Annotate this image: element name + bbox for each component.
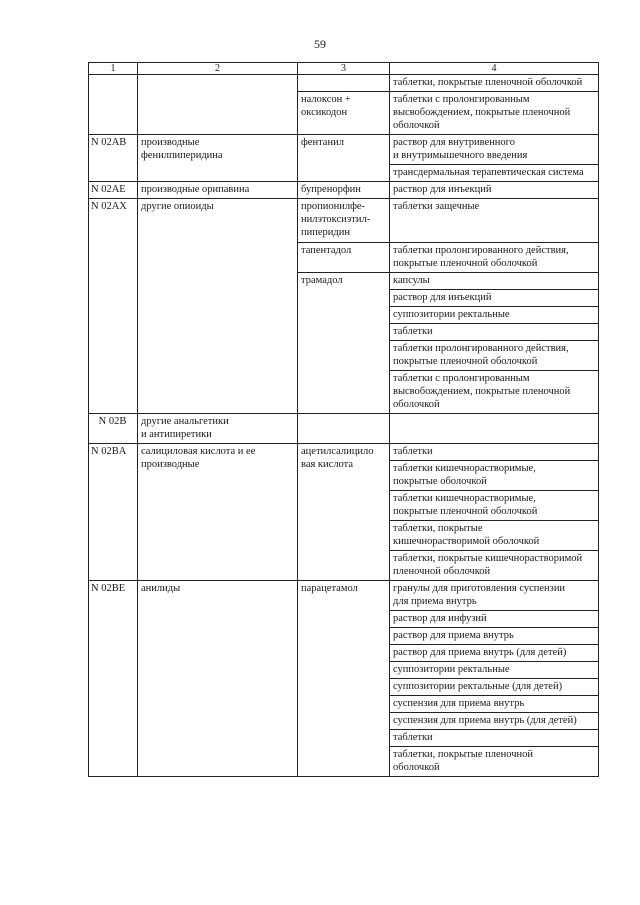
page-number: 59 — [314, 37, 326, 51]
group-cell: другие анальгетики и антипиретики — [138, 414, 298, 444]
header-cell: 4 — [390, 63, 599, 75]
code-cell: N 02B — [89, 414, 138, 444]
form-cell: таблетки — [390, 324, 599, 341]
form-cell: раствор для инфузий — [390, 611, 599, 628]
drug-cell: тапентадол — [298, 243, 390, 273]
drug-cell: бупренорфин — [298, 182, 390, 199]
drug-cell: парацетамол — [298, 581, 390, 777]
form-cell: таблетки с пролонгированным высвобождением, покрытые пленочной оболочкой — [390, 92, 599, 135]
table-row — [89, 182, 599, 199]
header-cell: 2 — [138, 63, 298, 75]
drug-cell: ацетилсалицило вая кислота — [298, 444, 390, 581]
form-cell: раствор для приема внутрь (для детей) — [390, 645, 599, 662]
group-cell: анилиды — [138, 581, 298, 777]
code-cell — [89, 75, 138, 135]
form-cell: таблетки пролонгированного действия, покрытые пленочной оболочкой — [390, 243, 599, 273]
form-cell: суппозитории ректальные (для детей) — [390, 679, 599, 696]
group-cell: производные орипавина — [138, 182, 298, 199]
table-row — [89, 414, 599, 444]
table-row — [89, 135, 599, 165]
header-cell: 1 — [89, 63, 138, 75]
form-cell: таблетки защечные — [390, 199, 599, 243]
form-cell: таблетки пролонгированного действия, покрытые пленочной оболочкой — [390, 341, 599, 371]
code-cell: N 02AB — [89, 135, 138, 182]
table-header-row — [89, 63, 599, 75]
code-cell: N 02AX — [89, 199, 138, 414]
drug-cell: трамадол — [298, 273, 390, 414]
form-cell: таблетки кишечнорастворимые, покрытые оболочкой — [390, 461, 599, 491]
drug-table — [88, 62, 599, 777]
code-cell: N 02AE — [89, 182, 138, 199]
form-cell — [390, 414, 599, 444]
table-row — [89, 581, 599, 611]
group-cell: производные фенилпиперидина — [138, 135, 298, 182]
drug-cell — [298, 75, 390, 92]
form-cell: таблетки, покрытые пленочной оболочкой — [390, 75, 599, 92]
form-cell: таблетки, покрытые кишечнорастворимой пленочной оболочкой — [390, 551, 599, 581]
form-cell: суппозитории ректальные — [390, 307, 599, 324]
form-cell: таблетки, покрытые кишечнорастворимой оболочкой — [390, 521, 599, 551]
drug-cell — [298, 414, 390, 444]
form-cell: суспензия для приема внутрь — [390, 696, 599, 713]
form-cell: трансдермальная терапевтическая система — [390, 165, 599, 182]
header-cell: 3 — [298, 63, 390, 75]
form-cell: суппозитории ректальные — [390, 662, 599, 679]
drug-cell: налоксон + оксикодон — [298, 92, 390, 135]
form-cell: таблетки — [390, 444, 599, 461]
drug-cell: фентанил — [298, 135, 390, 182]
drug-cell: пропионилфе- нилэтоксиэтил- пиперидин — [298, 199, 390, 243]
form-cell: раствор для инъекций — [390, 182, 599, 199]
group-cell — [138, 75, 298, 135]
code-cell: N 02BA — [89, 444, 138, 581]
form-cell: раствор для инъекций — [390, 290, 599, 307]
table-row — [89, 444, 599, 461]
table-row — [89, 75, 599, 92]
table-row — [89, 199, 599, 243]
group-cell: салициловая кислота и ее производные — [138, 444, 298, 581]
form-cell: капсулы — [390, 273, 599, 290]
form-cell: таблетки кишечнорастворимые, покрытые пленочной оболочкой — [390, 491, 599, 521]
form-cell: таблетки с пролонгированным высвобождением, покрытые пленочной оболочкой — [390, 371, 599, 414]
form-cell: суспензия для приема внутрь (для детей) — [390, 713, 599, 730]
form-cell: раствор для внутривенного и внутримышечного введения — [390, 135, 599, 165]
form-cell: таблетки, покрытые пленочной оболочкой — [390, 747, 599, 777]
code-cell: N 02BE — [89, 581, 138, 777]
form-cell: гранулы для приготовления суспензии для приема внутрь — [390, 581, 599, 611]
form-cell: раствор для приема внутрь — [390, 628, 599, 645]
group-cell: другие опиоиды — [138, 199, 298, 414]
form-cell: таблетки — [390, 730, 599, 747]
